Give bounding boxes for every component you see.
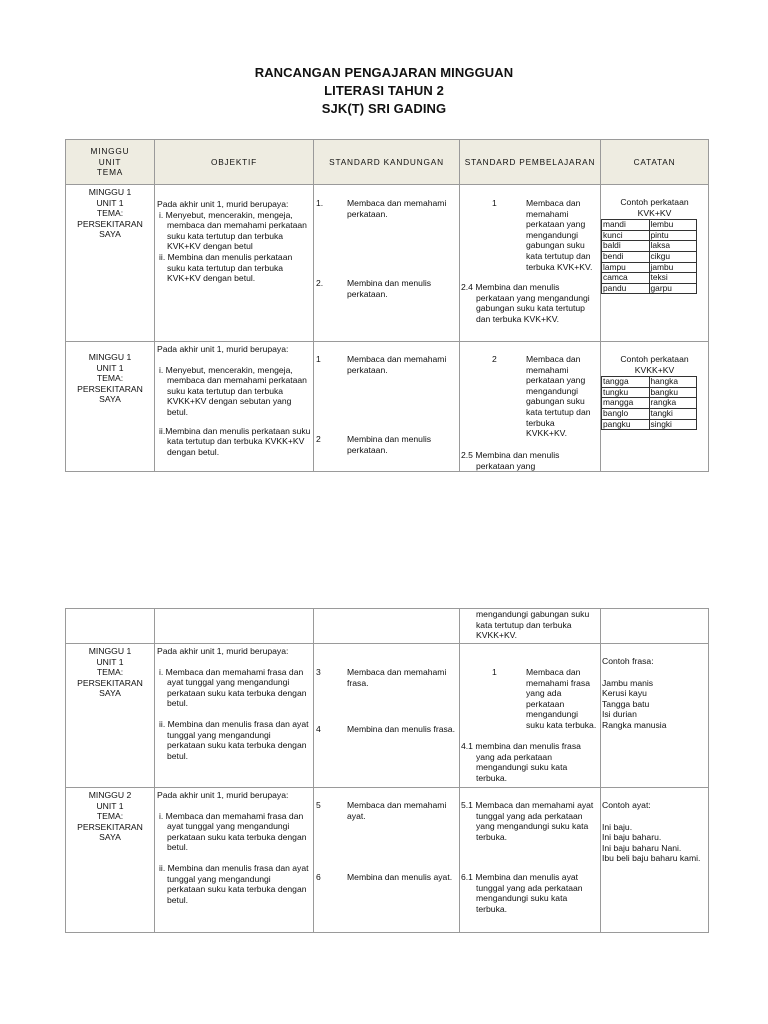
week-unit-theme-cell: MINGGU 1 UNIT 1 TEMA: PERSEKITARAN SAYA — [66, 185, 155, 342]
example-word-row — [602, 408, 697, 419]
weekly-plan-table-2 — [65, 608, 709, 933]
learning-standard-cell: 1 Membaca dan memahami perkataan yang mengandungi gabungan suku kata tertutup dan terbuka KVK+KV. 2.4 Membina dan menulis perkataan yang mengandungi gabungan suku kata tertutup dan terbuka KVK+KV. — [460, 185, 601, 342]
objective-cell — [155, 185, 314, 342]
notes-line: Jambu manis — [602, 677, 654, 688]
learning-standard-1: 5.1 Membaca dan memahami ayat tunggal yang ada perkataan yang mengandungi suku kata terbuka. — [461, 800, 594, 842]
notes-caption: Contoh perkataan KVKK+KV — [620, 354, 689, 375]
example-words-table — [601, 219, 697, 294]
continuation-row — [66, 609, 709, 644]
objective-cell — [155, 644, 314, 788]
learning-standard-cell — [460, 788, 601, 933]
example-word: tangki — [649, 408, 697, 419]
notes-line: Ibu beli baju baharu kami. — [602, 853, 701, 864]
example-word-row — [602, 283, 697, 294]
notes-caption: Contoh perkataan KVK+KV — [620, 197, 689, 218]
notes-line: Ini baju baharu. — [602, 832, 662, 843]
table-row — [66, 644, 709, 788]
notes-line: Tangga batu — [602, 698, 650, 709]
header-standard-pembelajaran: STANDARD PEMBELAJARAN — [460, 140, 601, 185]
objective-item-ii: ii. Membina dan menulis perkataan suku kata tertutup dan terbuka KVK+KV dengan betul. — [159, 251, 293, 284]
weekly-plan-table-1 — [65, 139, 709, 472]
example-word-row — [602, 273, 697, 284]
notes-cell — [601, 342, 709, 472]
objective-intro: Pada akhir unit 1, murid berupaya: — [157, 790, 289, 800]
learning-standard-2: 6.1 Membina dan menulis ayat tunggal yang ada perkataan mengandungi suku kata terbuka. — [461, 872, 583, 914]
example-word: bangku — [649, 387, 697, 398]
learning-standard-2: 2.5 Membina dan menulis perkataan yang — [461, 450, 560, 471]
example-word: pangku — [602, 419, 650, 430]
table-row — [66, 185, 709, 342]
objective-intro: Pada akhir unit 1, murid berupaya: — [157, 344, 289, 354]
content-standard-cell: 1 Membaca dan memahami perkataan. 2 Membina dan menulis perkataan. — [314, 342, 460, 472]
notes-line: Ini baju. — [602, 821, 633, 832]
example-word: pintu — [649, 230, 697, 241]
content-standard-cell: 5 Membaca dan memahami ayat. 6 Membina dan menulis ayat. — [314, 788, 460, 933]
header-standard-kandungan: STANDARD KANDUNGAN — [314, 140, 460, 185]
content-standard-2: Membina dan menulis perkataan. — [347, 278, 432, 299]
notes-cell — [601, 644, 709, 788]
week-unit-theme-cell: MINGGU 1 UNIT 1 TEMA: PERSEKITARAN SAYA — [66, 644, 155, 788]
learning-standard-cell: 2 Membaca dan memahami perkataan yang mengandungi gabungan suku kata tertutup dan terbuka KVKK+KV. 2.5 Membina dan menulis perkataan yang — [460, 342, 601, 472]
content-standard-1: Membaca dan memahami ayat. — [347, 800, 447, 821]
objective-cell — [155, 788, 314, 933]
example-word: jambu — [649, 262, 697, 273]
objective-item-ii: ii. Membina dan menulis frasa dan ayat tunggal yang mengandungi perkataan suku kata terbuka dengan betul. — [159, 862, 309, 905]
example-words-table — [601, 376, 697, 430]
example-word: lembu — [649, 220, 697, 231]
example-word-row — [602, 377, 697, 388]
content-standard-2: Membina dan menulis frasa. — [347, 724, 455, 734]
title-line-2: LITERASI TAHUN 2 — [324, 83, 444, 98]
example-word-row — [602, 387, 697, 398]
example-word: mandi — [602, 220, 650, 231]
example-word-row — [602, 419, 697, 430]
example-word: mangga — [602, 398, 650, 409]
example-word: cikgu — [649, 251, 697, 262]
objective-cell — [155, 342, 314, 472]
header-catatan: CATATAN — [601, 140, 709, 185]
example-word-row — [602, 398, 697, 409]
example-word: hangka — [649, 377, 697, 388]
example-word-row — [602, 220, 697, 231]
objective-item-ii: ii. Membina dan menulis frasa dan ayat tunggal yang mengandungi perkataan suku kata terbuka dengan betul. — [159, 718, 309, 761]
table-header-row — [66, 140, 709, 185]
learning-standard-1: Membaca dan memahami frasa yang ada perkataan mengandungi suku kata terbuka. — [526, 667, 597, 730]
notes-title: Contoh ayat: — [602, 800, 651, 810]
notes-line: Ini baju baharu Nani. — [602, 842, 682, 853]
example-word: banglo — [602, 408, 650, 419]
example-word: garpu — [649, 283, 697, 294]
example-word: tungku — [602, 387, 650, 398]
table-row — [66, 788, 709, 933]
example-word-row — [602, 241, 697, 252]
notes-title: Contoh frasa: — [602, 656, 654, 666]
content-standard-2: Membina dan menulis perkataan. — [347, 434, 432, 455]
example-word: kunci — [602, 230, 650, 241]
objective-item-ii: ii.Membina dan menulis perkataan suku kata tertutup dan terbuka KVKK+KV dengan betul. — [159, 425, 311, 457]
example-word: teksi — [649, 273, 697, 284]
content-standard-2: Membina dan menulis ayat. — [347, 872, 453, 882]
content-standard-1: Membaca dan memahami frasa. — [347, 667, 447, 688]
header-objektif: OBJEKTIF — [155, 140, 314, 185]
example-word: bendi — [602, 251, 650, 262]
learning-standard-2: 2.4 Membina dan menulis perkataan yang mengandungi gabungan suku kata tertutup dan terbuka KVK+KV. — [461, 282, 590, 324]
content-standard-cell: 1. Membaca dan memahami perkataan. 2. Membina dan menulis perkataan. — [314, 185, 460, 342]
example-word-row — [602, 230, 697, 241]
objective-item-i: i. Menyebut, mencerakin, mengeja, membaca dan memahami perkataan suku kata tertutup dan terbuka KVK+KV dengan betul — [159, 209, 307, 252]
notes-cell — [601, 185, 709, 342]
objective-intro: Pada akhir unit 1, murid berupaya: — [157, 199, 289, 209]
example-word: camca — [602, 273, 650, 284]
learning-standard-1: Membaca dan memahami perkataan yang mengandungi gabungan suku kata tertutup dan terbuka KVK+KV. — [526, 198, 593, 272]
example-word: tangga — [602, 377, 650, 388]
content-standard-1: Membaca dan memahami perkataan. — [347, 198, 447, 219]
header-minggu-unit-tema: MINGGU UNIT TEMA — [66, 140, 155, 185]
objective-item-i: i. Membaca dan memahami frasa dan ayat tunggal yang mengandungi perkataan suku kata terbuka dengan betul. — [159, 810, 307, 853]
notes-cell — [601, 788, 709, 933]
objective-item-i: i. Menyebut, mencerakin, mengeja, membaca dan memahami perkataan suku kata tertutup dan terbuka KVKK+KV dengan sebutan yang betul. — [159, 364, 307, 417]
notes-line: Rangka manusia — [602, 719, 667, 730]
week-unit-theme-cell: MINGGU 2 UNIT 1 TEMA: PERSEKITARAN SAYA — [66, 788, 155, 933]
title-line-3: SJK(T) SRI GADING — [321, 101, 447, 116]
notes-line: Kerusi kayu — [602, 688, 647, 699]
example-word: pandu — [602, 283, 650, 294]
example-word: baldi — [602, 241, 650, 252]
example-word: rangka — [649, 398, 697, 409]
content-standard-cell: 3 Membaca dan memahami frasa. 4 Membina dan menulis frasa. — [314, 644, 460, 788]
objective-intro: Pada akhir unit 1, murid berupaya: — [157, 646, 289, 656]
learning-standard-continued: mengandungi gabungan suku kata tertutup dan terbuka KVKK+KV. — [460, 609, 601, 644]
title-line-1: RANCANGAN PENGAJARAN MINGGUAN — [254, 65, 514, 80]
notes-line: Isi durian — [602, 709, 637, 720]
example-word: laksa — [649, 241, 697, 252]
week-unit-theme-cell: MINGGU 1 UNIT 1 TEMA: PERSEKITARAN SAYA — [66, 342, 155, 472]
learning-standard-1: Membaca dan memahami perkataan yang mengandungi gabungan suku kata tertutup dan terbuka KVKK+KV. — [526, 354, 591, 439]
example-word-row — [602, 251, 697, 262]
learning-standard-2: 4.1 membina dan menulis frasa yang ada perkataan mengandungi suku kata terbuka. — [461, 741, 581, 783]
document-title — [0, 64, 768, 118]
objective-item-i: i. Membaca dan memahami frasa dan ayat tunggal yang mengandungi perkataan suku kata terbuka dengan betul. — [159, 666, 307, 709]
example-word: singki — [649, 419, 697, 430]
table-row — [66, 342, 709, 472]
example-word-row — [602, 262, 697, 273]
content-standard-1: Membaca dan memahami perkataan. — [347, 354, 447, 375]
example-word: lampu — [602, 262, 650, 273]
learning-standard-cell: 1 Membaca dan memahami frasa yang ada perkataan mengandungi suku kata terbuka. 4.1 membina dan menulis frasa yang ada perkataan mengandungi suku kata terbuka. — [460, 644, 601, 788]
